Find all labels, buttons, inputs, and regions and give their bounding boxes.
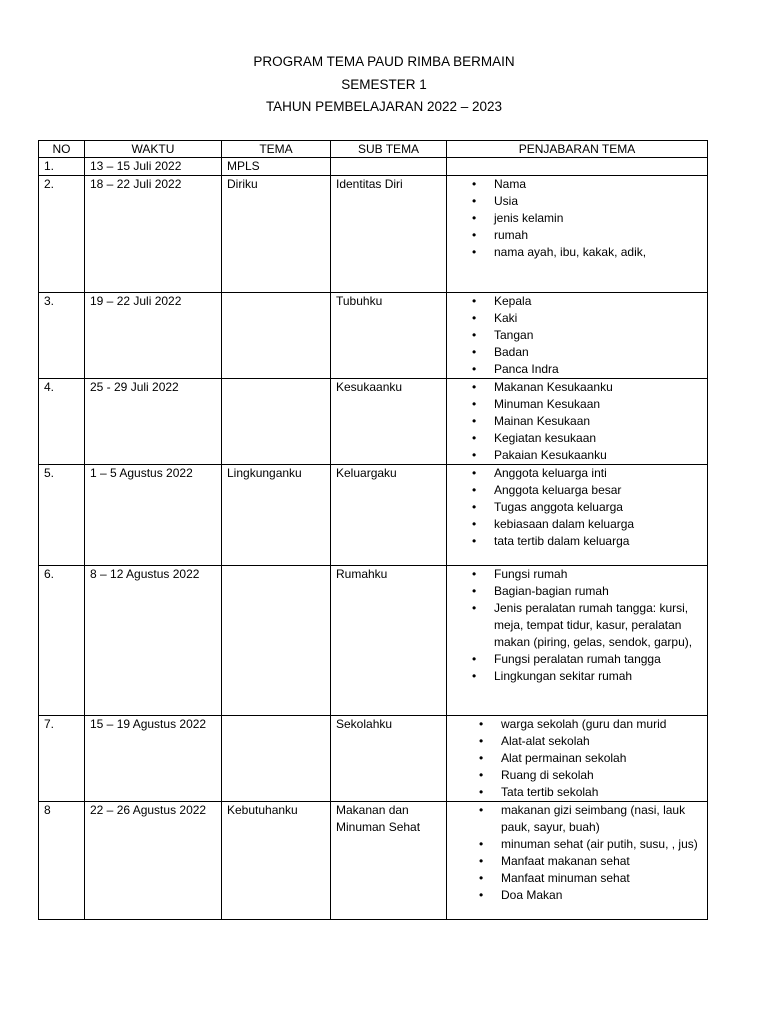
theme-cell: Diriku: [222, 176, 331, 293]
row-number-cell: 8: [39, 802, 85, 920]
theme-cell: [222, 566, 331, 716]
theme-cell: [222, 293, 331, 379]
sub-theme-cell: Keluargaku: [331, 465, 447, 566]
date-range-cell: 1 – 5 Agustus 2022: [85, 465, 222, 566]
sub-theme-cell: Identitas Diri: [331, 176, 447, 293]
list-item: • jenis kelamin: [472, 210, 702, 227]
table-row: [39, 716, 708, 802]
column-header-no: NO: [39, 141, 85, 158]
list-item: • Kepala: [472, 293, 702, 310]
row-number-cell: 2.: [39, 176, 85, 293]
table-row: [39, 566, 708, 716]
date-range-cell: 13 – 15 Juli 2022: [85, 158, 222, 176]
list-item: • Manfaat minuman sehat: [479, 870, 702, 887]
column-header-sub-tema: SUB TEMA: [331, 141, 447, 158]
sub-theme-cell: Sekolahku: [331, 716, 447, 802]
list-item: • nama ayah, ibu, kakak, adik,: [472, 244, 702, 261]
academic-year-label: TAHUN PEMBELAJARAN 2022 – 2023: [265, 99, 503, 114]
row-number-cell: 1.: [39, 158, 85, 176]
row-number-cell: 5.: [39, 465, 85, 566]
theme-details-cell: [447, 379, 708, 465]
theme-details-cell: [447, 176, 708, 293]
list-item: • Pakaian Kesukaanku: [472, 447, 702, 464]
document-title: PROGRAM TEMA PAUD RIMBA BERMAIN: [253, 54, 515, 69]
table-row: [39, 379, 708, 465]
list-item: • Nama: [472, 176, 702, 193]
theme-details-cell: [447, 293, 708, 379]
row-number-cell: 7.: [39, 716, 85, 802]
column-header-penjabaran-tema: PENJABARAN TEMA: [447, 141, 708, 158]
theme-details-list: [452, 802, 702, 904]
theme-details-list: [452, 379, 702, 464]
table-body: [39, 158, 708, 920]
list-item: • Fungsi peralatan rumah tangga: [472, 651, 702, 668]
list-item: • minuman sehat (air putih, susu, , jus): [479, 836, 702, 853]
theme-details-list: [452, 293, 702, 378]
date-range-cell: 15 – 19 Agustus 2022: [85, 716, 222, 802]
list-item: • Anggota keluarga inti: [472, 465, 702, 482]
table-row: [39, 465, 708, 566]
list-item: • Tangan: [472, 327, 702, 344]
theme-details-list: [452, 716, 702, 801]
list-item: • Doa Makan: [479, 887, 702, 904]
list-item: • Kaki: [472, 310, 702, 327]
theme-details-cell: [447, 158, 708, 176]
date-range-cell: 25 - 29 Juli 2022: [85, 379, 222, 465]
theme-details-list: [452, 566, 702, 685]
theme-details-cell: [447, 716, 708, 802]
table-row: [39, 176, 708, 293]
sub-theme-cell: Makanan dan Minuman Sehat: [331, 802, 447, 920]
theme-details-list: [452, 465, 702, 550]
theme-cell: Lingkunganku: [222, 465, 331, 566]
column-header-waktu: WAKTU: [85, 141, 222, 158]
theme-cell: Kebutuhanku: [222, 802, 331, 920]
list-item: • Panca Indra: [472, 361, 702, 378]
date-range-cell: 18 – 22 Juli 2022: [85, 176, 222, 293]
semester-label: SEMESTER 1: [341, 77, 427, 92]
row-number-cell: 6.: [39, 566, 85, 716]
table-header-row: [39, 141, 708, 158]
list-item: • warga sekolah (guru dan murid: [479, 716, 702, 733]
row-number-cell: 3.: [39, 293, 85, 379]
column-header-tema: TEMA: [222, 141, 331, 158]
list-item: • Anggota keluarga besar: [472, 482, 702, 499]
date-range-cell: 19 – 22 Juli 2022: [85, 293, 222, 379]
sub-theme-cell: [331, 158, 447, 176]
table-row: [39, 293, 708, 379]
list-item: • Alat-alat sekolah: [479, 733, 702, 750]
list-item: • Tata tertib sekolah: [479, 784, 702, 801]
list-item: • Kegiatan kesukaan: [472, 430, 702, 447]
sub-theme-cell: Rumahku: [331, 566, 447, 716]
theme-cell: [222, 716, 331, 802]
list-item: • Tugas anggota keluarga: [472, 499, 702, 516]
list-item: • Bagian-bagian rumah: [472, 583, 702, 600]
date-range-cell: 22 – 26 Agustus 2022: [85, 802, 222, 920]
list-item: • Mainan Kesukaan: [472, 413, 702, 430]
list-item: • kebiasaan dalam keluarga: [472, 516, 702, 533]
theme-cell: MPLS: [222, 158, 331, 176]
theme-details-cell: [447, 465, 708, 566]
list-item: • Minuman Kesukaan: [472, 396, 702, 413]
sub-theme-cell: Kesukaanku: [331, 379, 447, 465]
list-item: • Alat permainan sekolah: [479, 750, 702, 767]
sub-theme-cell: Tubuhku: [331, 293, 447, 379]
theme-details-cell: [447, 802, 708, 920]
list-item: • Usia: [472, 193, 702, 210]
list-item: • Badan: [472, 344, 702, 361]
table-row: [39, 158, 708, 176]
list-item: • Manfaat makanan sehat: [479, 853, 702, 870]
list-item: • makanan gizi seimbang (nasi, lauk pauk, sayur, buah): [479, 802, 702, 836]
theme-cell: [222, 379, 331, 465]
list-item: • Ruang di sekolah: [479, 767, 702, 784]
list-item: • tata tertib dalam keluarga: [472, 533, 702, 550]
list-item: • rumah: [472, 227, 702, 244]
list-item: • Fungsi rumah: [472, 566, 702, 583]
theme-details-list: [452, 176, 702, 261]
list-item: • Lingkungan sekitar rumah: [472, 668, 702, 685]
table-row: [39, 802, 708, 920]
list-item: • Makanan Kesukaanku: [472, 379, 702, 396]
row-number-cell: 4.: [39, 379, 85, 465]
date-range-cell: 8 – 12 Agustus 2022: [85, 566, 222, 716]
theme-details-cell: [447, 566, 708, 716]
theme-program-table: [38, 140, 708, 920]
list-item: • Jenis peralatan rumah tangga: kursi, meja, tempat tidur, kasur, peralatan makan (piring, gelas, sendok, garpu),: [472, 600, 702, 651]
